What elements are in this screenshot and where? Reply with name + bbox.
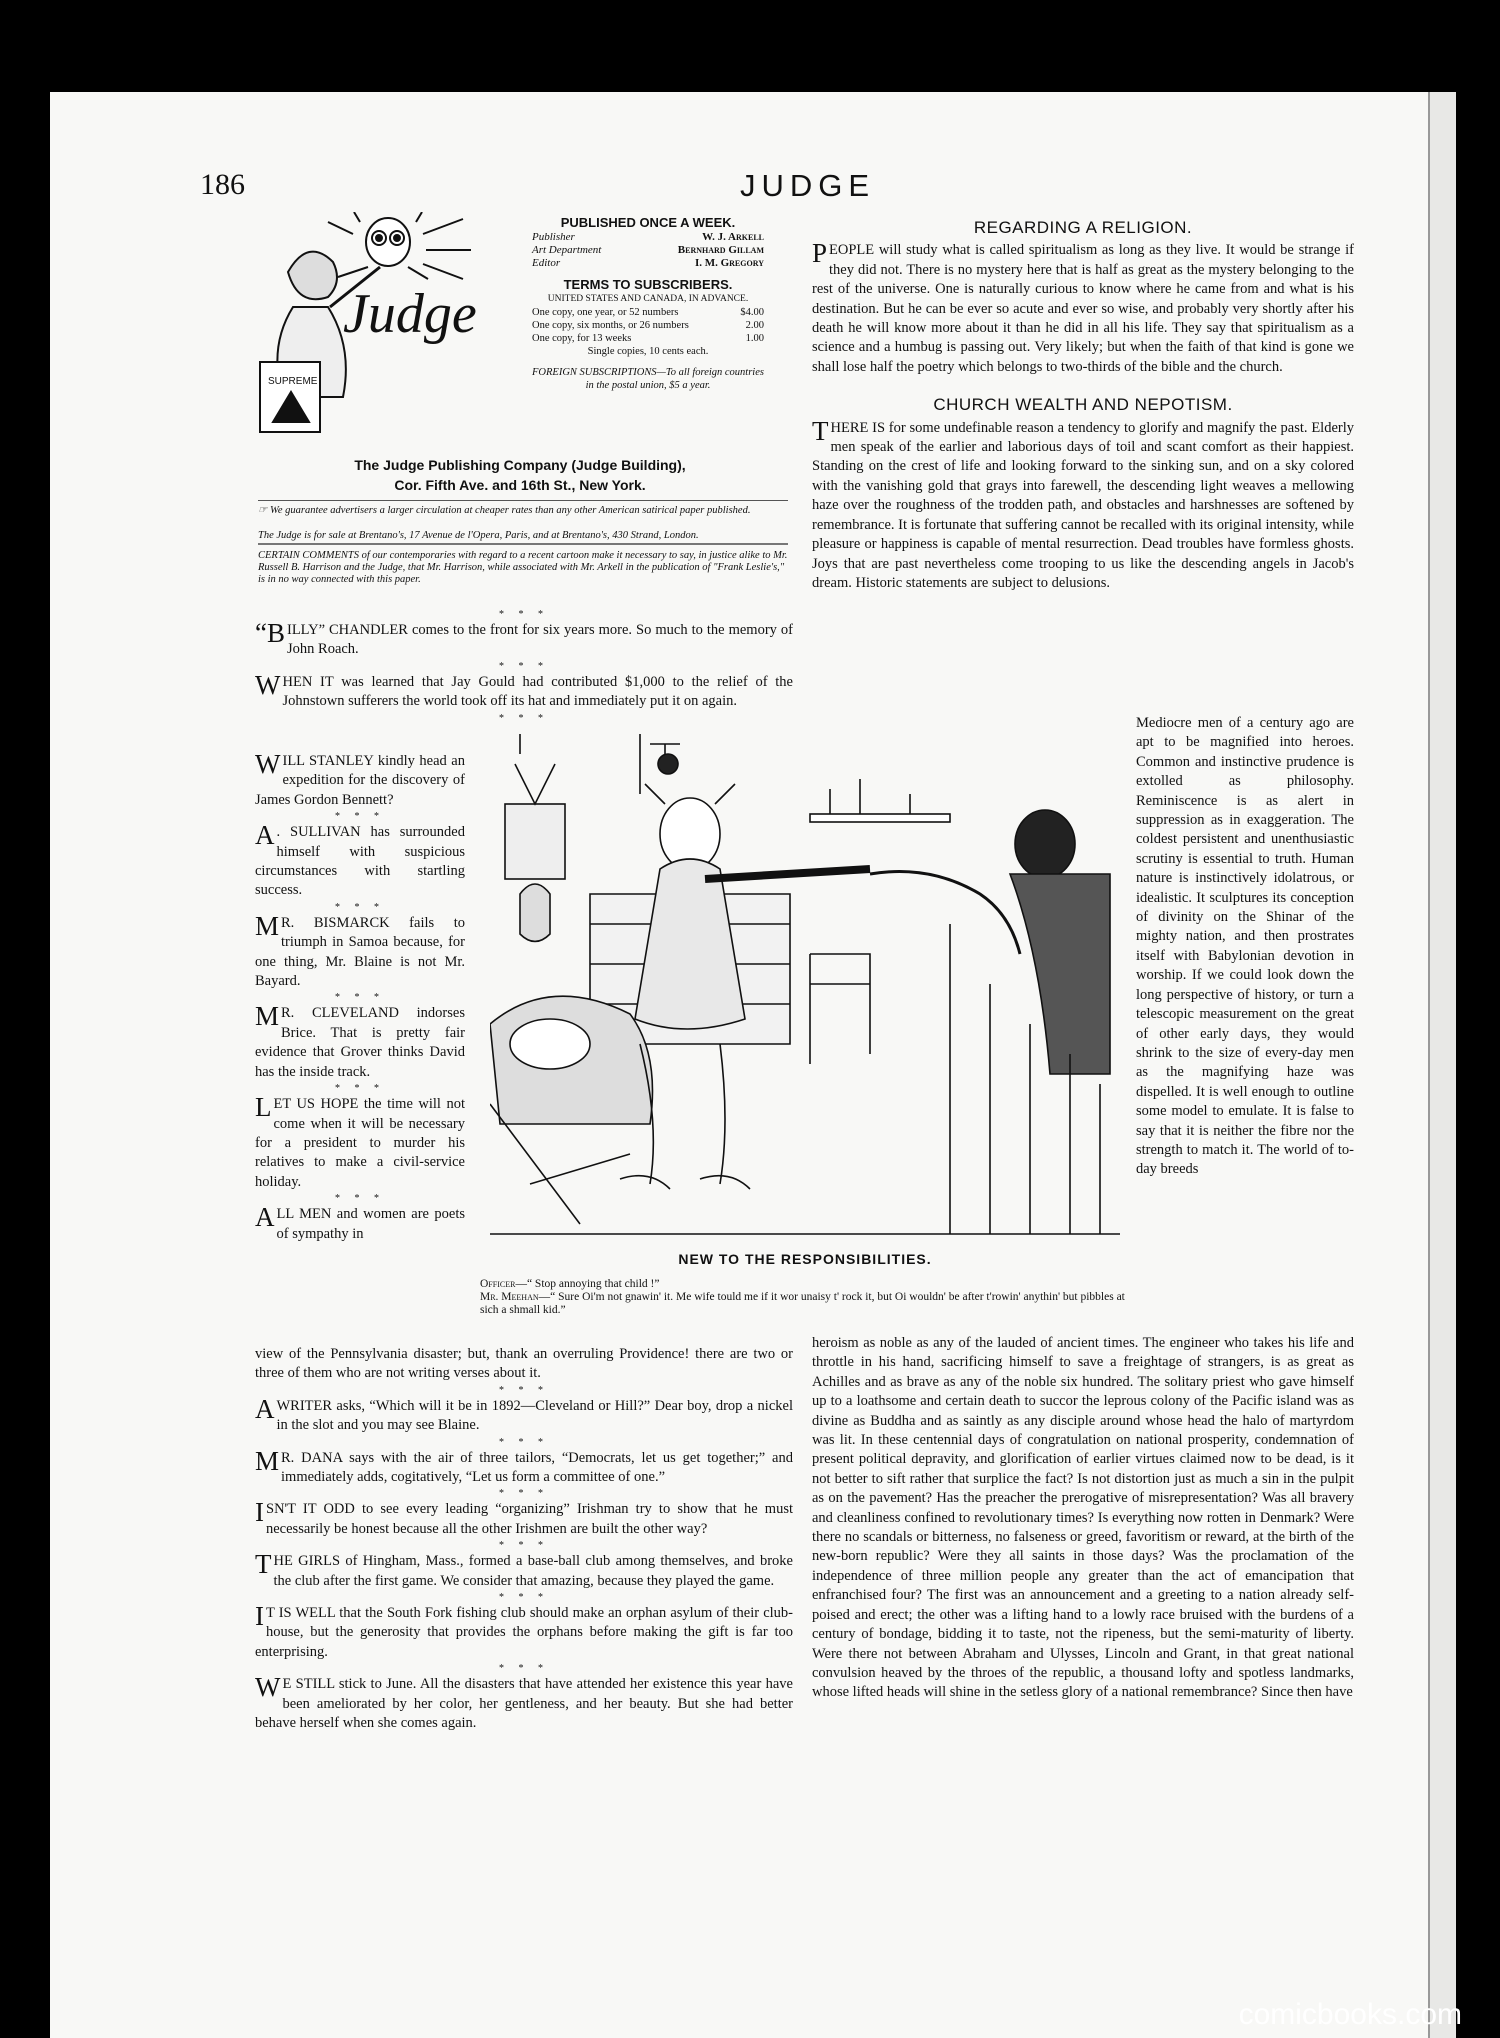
church-heading: CHURCH WEALTH AND NEPOTISM. bbox=[933, 395, 1233, 415]
cartoon-title: NEW TO THE RESPONSIBILITIES. bbox=[678, 1251, 932, 1267]
page-number: 186 bbox=[200, 168, 245, 201]
terms-subheading: UNITED STATES AND CANADA, IN ADVANCE. bbox=[547, 294, 749, 304]
staff-row bbox=[532, 257, 764, 270]
staff-row bbox=[532, 244, 764, 257]
publication-info bbox=[532, 216, 764, 392]
caption-line: —“ Sure Oi'm not gnawin' it. Me wife tould me if it wor unaisy t' rock it, but Oi wouldn' be after t'rowin' anythin' but pibbles at sich a shmall kid.” bbox=[480, 1291, 1125, 1316]
logo-judge-text: Judge bbox=[343, 283, 477, 345]
logo-box-text: SUPREME bbox=[268, 376, 318, 387]
staff-name: I. M. Gregory bbox=[694, 257, 764, 269]
foreign-subscriptions: FOREIGN SUBSCRIPTIONS—To all foreign countries in the postal union, $5 a year. bbox=[532, 367, 764, 391]
staff-name: W. J. Arkell bbox=[702, 231, 764, 243]
site-watermark: comicbooks.com bbox=[1238, 1998, 1462, 2031]
terms-row: One copy, for 13 weeks 1.00 bbox=[532, 333, 764, 344]
company-name: The Judge Publishing Company (Judge Building), bbox=[354, 457, 686, 473]
staff-name: Bernhard Gillam bbox=[677, 244, 764, 256]
religion-body: EOPLE will study what is called spiritualism as long as they live. It would be strange if they did not. There is no mystery here that is half as great as the mystery belonging to the rest of the universe. One is naturally curious to know where he came from and what is his destination. But he can be ever so acute and ever so wise, and probably very shortly after his death he will know more about it than he did in all his life. They say that spiritualism as a science and a humbug is passing out. Very likely; but when the faith of that kind is gone we shall lose half the poetry which belongs to two-thirds of the bible and the church. bbox=[812, 242, 1354, 375]
religion-heading: REGARDING A RELIGION. bbox=[973, 218, 1193, 237]
company-street: Cor. Fifth Ave. and 16th St., New York. bbox=[394, 477, 646, 493]
editorial-column-bottom: view of the Pennsylvania disaster; but, thank an overruling Providence! there are two or three of them who are not writing verses about it. * * * A WRITER asks, “Which will it be in 1892—Cleveland or Hill?” Dear boy, drop a nickel in the slot and you may see Blaine. * * * M R. DANA says with the air of three tailors, “Democrats, let us get together;” and immediately adds, cogitatively, “Let us form a committee of one.” * * * ISN'T IT ODD to see every leading “organizing” Irishman try to show that he must necessarily be honest because all the other Irishmen are built the other way? * * * THE GIRLS of Hingham, Mass., formed a base-ball club among themselves, and broke the club after the first game. We consider that amazing, because they played the game. * * * I T IS WELL that the South Fork fishing club should make an orphan asylum of their club-house, but the generosity that provides the orphans before making the gift is far too enterprising. * * * W E STILL stick to June. All the disasters that have attended her existence this year have been ameliorated by her color, her gentleness, and her beauty. But she had better behave herself when she comes again. bbox=[255, 1346, 793, 1732]
caption-speaker: Mr. Meehan bbox=[480, 1291, 539, 1303]
terms-heading: TERMS TO SUBSCRIBERS. bbox=[563, 277, 733, 292]
cartoon-illustration bbox=[490, 724, 1120, 1244]
terms-row: One copy, six months, or 26 numbers 2.00 bbox=[532, 320, 764, 331]
editorial-column-right: REGARDING A RELIGION. PEOPLE will study what is called spiritualism as long as they live. It would be strange if they did not. There is no mystery here that is half as great as the mystery belonging to the rest of the universe. One is naturally curious to know where he came from and what is his destination. But he can be ever so acute and ever so wise, and probably very shortly after his death he will know more about it than he did in all his life. They say that spiritualism as a science and a humbug is passing out. Very likely; but when the faith of that kind is gone we shall lose half the poetry which belongs to two-thirds of the bible and the church. CHURCH WEALTH AND NEPOTISM. THERE IS for some undefinable reason a tendency to glorify and magnify the past. Elderly men speak of the earlier and laborious days of toil and scant comfort as their happiest. Standing on the crest of life and looking forward to the sinking sun, and on a sky colored with the vanishing gold that grays into farewell, the descending light weaves a mellowing haze over the roughness of the trodden path, and obstacles and harshnesses are softened by remembrance. It is fortunate that suffering cannot be recalled with its original intensity, while pleasure or happiness is capable of mental resurrection. Dead troubles have formless ghosts. Joys that are past nevertheless come trooping to us like the descending angels in Jacob's dream. Historic statements are subject to delusions. bbox=[812, 218, 1354, 591]
cartoon-caption bbox=[480, 1278, 1130, 1317]
terms-row: One copy, one year, or 52 numbers $4.00 bbox=[532, 307, 764, 318]
publisher-address bbox=[260, 455, 780, 495]
masthead: JUDGE bbox=[740, 168, 876, 203]
judge-logo-illustration bbox=[248, 212, 520, 442]
guarantee-notice: ☞ We guarantee advertisers a larger circulation at cheaper rates than any other American satirical paper published. bbox=[258, 505, 751, 516]
divider bbox=[258, 543, 788, 545]
sale-notice: The Judge is for sale at Brentano's, 17 Avenue de l'Opera, Paris, and at Brentano's, 430 Strand, London. bbox=[258, 530, 699, 541]
church-column-narrow: Mediocre men of a century ago are apt to be magnified into heroes. Common and instinctive prudence is extolled as philosophy. Reminiscence is as alert in suppression as in exaggeration. The coldest persistent and unenthusiastic scrutiny is essential to truth. Human nature is instinctively idolatrous, or idealistic. It sculptures its conception of divinity on the Shinar of the mighty nation, and then prostrates itself with Babylonian devotion in worship. If we could look down the long perspective of history, or turn a telescopic measurement on the great of other early days, they would shrink to the size of every-day men as the magnifying haze was dispelled. It is well enough to outline some model to emulate. It is false to say that it is neither the fibre nor the strength to match it. The world of to-day breeds bbox=[1136, 715, 1354, 1178]
staff-role: Publisher bbox=[532, 231, 575, 243]
divider bbox=[258, 500, 788, 501]
page-spine bbox=[1428, 92, 1456, 2038]
staff-row bbox=[532, 231, 764, 244]
staff-role: Art Department bbox=[532, 244, 602, 256]
single-copies: Single copies, 10 cents each. bbox=[587, 346, 709, 357]
staff-role: Editor bbox=[532, 257, 561, 269]
comments-notice: CERTAIN COMMENTS of our contemporaries with regard to a recent cartoon make it necessary to say, in justice alike to Mr. Russell B. Harrison and the Judge, that Mr. Harrison, while associated with Mr. Arkell in the publication of "Frank Leslie's," is in no way connected with this paper. bbox=[258, 550, 788, 585]
editorial-column-narrow: WILL STANLEY kindly head an expedition for the discovery of James Gordon Bennett? * * * A . SULLIVAN has surrounded himself with suspicious circumstances with startling success. * * * M R. BISMARCK fails to triumph in Samoa because, for one thing, Mr. Blaine is not Mr. Bayard. * * * M R. CLEVELAND indorses Brice. That is pretty fair evidence that Grover thinks David has the inside track. * * * LET US HOPE the time will not come when it will be necessary for a president to murder his relatives to make a civil-service holiday. * * * ALL MEN and women are poets of sympathy in bbox=[255, 749, 465, 1242]
caption-speaker: Officer bbox=[480, 1278, 516, 1290]
church-column-bottom: heroism as noble as any of the lauded of ancient times. The engineer who takes his life and throttle in his hand, sacrificing himself to save a freightage of strangers, is as great as Achilles and as brave as any of the noble six hundred. The solitary priest who gave himself up to a loathsome and certain death to succor the leprous colony of the Pacific island was as divine as Buddha and as saintly as any disciple around whose head the halo of martyrdom was lit. In these centennial days of congratulation on national prosperity, condemnation of present political depravity, and glorification of earlier virtues claimed now to be dead, is it not better to sift rather that surplice the fact? Is not distortion just as much a sin in the pulpit as on the pavement? Has the preacher the prerogative of misrepresentation? Was all bravery and cleanliness confined to revolutionary times? Is everything now rotten in Denmark? Were there no scandals or bitterness, no falseness or greed, favoritism or reward, at the birth of the new-born republic? Were they all saints in those days? Was the proclamation of the independence of three million people any greater than the act of emancipation that enfranchised four? The first was an announcement and a greeting to a nation already self-poised and erect; the other was a lifting hand to a lowly race bruised with the burdens of a century of bondage, bidding it to taste, not the ripeness, but the semi-maturity of liberty. Were there not between Abraham and Ulysses, Lincoln and Grant, in that great national convulsion heaved by the throes of the republic, a thousand lofty and spotless landmarks, whose lifted heads will shine in the setless glory of a national remembrance? Since then have bbox=[812, 1335, 1354, 1701]
church-body: HERE IS for some undefinable reason a tendency to glorify and magnify the past. Elderly men speak of the earlier and laborious days of toil and scant comfort as their happiest. Standing on the crest of life and looking forward to the sinking sun, and on a sky colored with the vanishing gold that grays into farewell, the descending light weaves a mellowing haze over the roughness of the trodden path, and obstacles and harshnesses are softened by remembrance. It is fortunate that suffering cannot be recalled with its original intensity, while pleasure or happiness is capable of mental resurrection. Dead troubles have formless ghosts. Joys that are past nevertheless come trooping to us like the descending angels in Jacob's dream. Historic statements are subject to delusions. bbox=[812, 419, 1354, 591]
published-heading: PUBLISHED ONCE A WEEK. bbox=[560, 215, 736, 230]
caption-line: —“ Stop annoying that child !” bbox=[515, 1278, 660, 1290]
editorial-column-left: * * * “BILLY” CHANDLER comes to the front for six years more. So much to the memory of John Roach. * * * WHEN IT was learned that Jay Gould had contributed $1,000 to the relief of the Johnstown sufferers the world took off its hat and immediately put it on again. * * * bbox=[255, 609, 793, 724]
